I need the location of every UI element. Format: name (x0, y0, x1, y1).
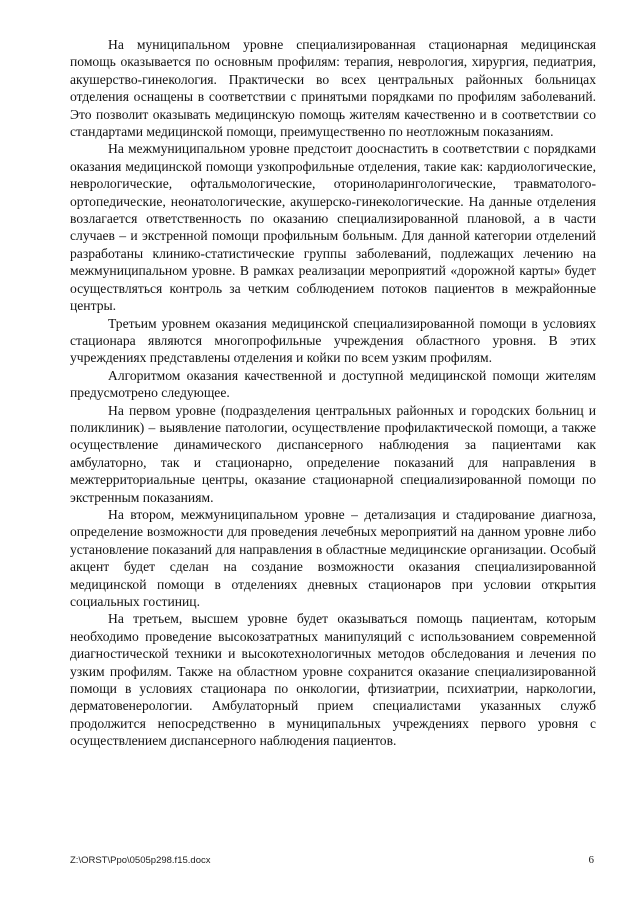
paragraph-third-level: Третьим уровнем оказания медицинской специализированной помощи в условиях стационара являются многопрофильные учреждения областного уровня. В этих учреждениях представлены отделения и койки по всем узким профилям. (70, 315, 596, 366)
footer-page-number: 6 (588, 854, 594, 866)
paragraph-intermunicipal-level: На межмуниципальном уровне предстоит дооснастить в соответствии с порядками оказания медицинской помощи узкопрофильные отделения, такие как: кардиологические, неврологические, офтальмологические, оториноларингологические, травматолого-ортопедические, неонатологические, акушерско-гинекологические. На данные отделения возлагается ответственность по оказанию специализированной плановой, а в части случаев – и экстренной помощи профильным больным. Для данной категории отделений разработаны клинико-статистические группы заболеваний, подлежащих лечению на межмуниципальном уровне. В рамках реализации мероприятий «дорожной карты» будет осуществляться контроль за четким соблюдением потоков пациентов в межрайонные центры. (70, 141, 596, 314)
paragraph-municipal-level: На муниципальном уровне специализированная стационарная медицинская помощь оказывается по основным профилям: терапия, неврология, хирургия, педиатрия, акушерство-гинекология. Практически во всех центральных районных больницах отделения оснащены в соответствии с принятыми порядками по профилям заболеваний. Это позволит оказывать медицинскую помощь жителям качественно и в соответствии со стандартами медицинской помощи, преимущественно по неотложным показаниям. (70, 37, 596, 140)
document-body (70, 36, 596, 750)
paragraph-second-level: На втором, межмуниципальном уровне – детализация и стадирование диагноза, определение возможности для проведения лечебных мероприятий на данном уровне либо установление показаний для направления в областные медицинские организации. Особый акцент будет сделан на создание возможности оказания специализированной медицинской помощи в отделениях дневных стационаров при условии открытия социальных гостиниц. (70, 506, 596, 609)
paragraph-algorithm-intro: Алгоритмом оказания качественной и доступной медицинской помощи жителям предусмотрено следующее. (70, 367, 596, 401)
paragraph-highest-level: На третьем, высшем уровне будет оказываться помощь пациентам, которым необходимо проведение высокозатратных манипуляций с использованием современной диагностической техники и высокотехнологичных методов обследования и лечения по узким профилям. Также на областном уровне сохранится оказание специализированной помощи в условиях стационара по онкологии, фтизиатрии, психиатрии, наркологии, дерматовенерологии. Амбулаторный прием специалистами указанных служб продолжится непосредственно в муниципальных учреждениях первого уровня с осуществлением диспансерного наблюдения пациентов. (70, 611, 596, 749)
footer-file-path: Z:\ORST\Ppo\0505p298.f15.docx (70, 855, 211, 866)
paragraph-first-level: На первом уровне (подразделения центральных районных и городских больниц и поликлиник) – выявление патологии, осуществление профилактической помощи, а также осуществление динамического диспансерного наблюдения за пациентами как амбулаторно, так и стационарно, определение показаний для направления в межтерриториальные центры, оказание стационарной специализированной помощи по экстренным показаниям. (70, 402, 596, 505)
